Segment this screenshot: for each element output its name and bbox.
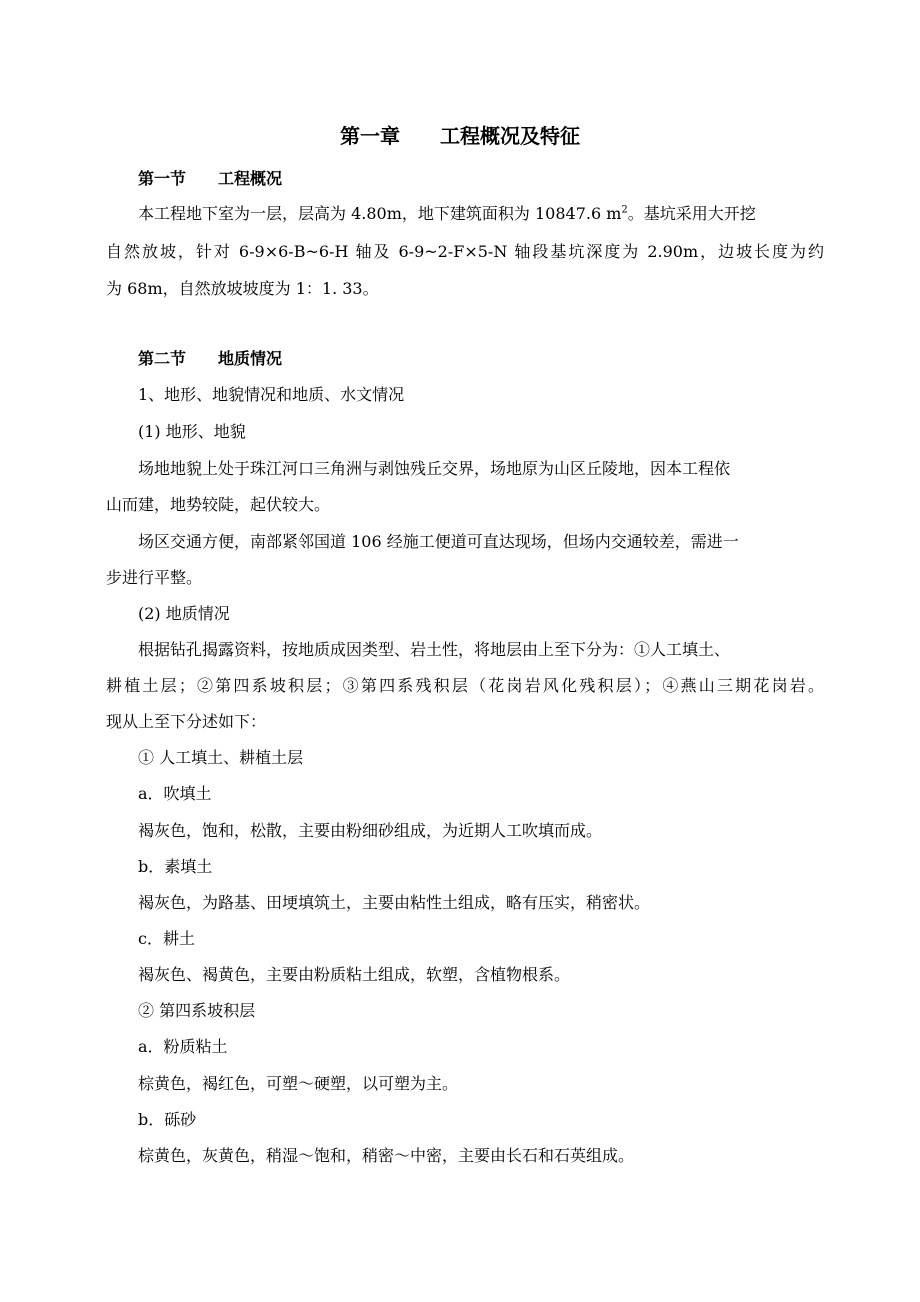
layer2-b-title: b．砾砂 (138, 1110, 197, 1129)
item1-title: 1、地形、地貌情况和地质、水文情况 (138, 385, 405, 404)
layer2-a-text: 棕黄色，褐红色，可塑～硬塑，以可塑为主。 (138, 1074, 459, 1093)
section1-para-line-2: 自然放坡，针对 6-9×6-B~6-H 轴及 6-9~2-F×5-N 轴段基坑深度为 2.90m，边坡长度为约 (106, 242, 824, 261)
layer2-b-text: 棕黄色，灰黄色，稍湿～饱和，稍密～中密，主要由长石和石英组成。 (138, 1146, 635, 1165)
section1-para-text-a: 本工程地下室为一层，层高为 4.80m，地下建筑面积为 10847.6 m (138, 204, 622, 223)
sub1-para1-line-1: 场地地貌上处于珠江河口三角洲与剥蚀残丘交界，场地原为山区丘陵地，因本工程依 (138, 459, 731, 478)
section1-para-line-1 (138, 203, 756, 225)
sub1-title: (1) 地形、地貌 (138, 422, 246, 441)
layer1-b-title: b．素填土 (138, 857, 213, 876)
sub2-para1-line-3: 现从上至下分述如下： (106, 712, 267, 731)
sub2-para1-line-2: 耕植土层；②第四系坡积层；③第四系残积层（花岗岩风化残积层）；④燕山三期花岗岩。 (106, 676, 824, 695)
section1-para-text-b: 。基坑采用大开挖 (627, 204, 756, 223)
sub1-para1-line-2: 山而建，地势较陡，起伏较大。 (106, 495, 331, 514)
section1-heading: 第一节 工程概况 (138, 169, 283, 188)
section2-heading: 第二节 地质情况 (138, 349, 283, 368)
sub2-title: (2) 地质情况 (138, 604, 230, 623)
layer1-title: ① 人工填土、耕植土层 (138, 748, 304, 767)
layer1-a-title: a．吹填土 (138, 784, 212, 803)
sub1-para2-line-2: 步进行平整。 (106, 568, 203, 587)
sub1-para2-line-1: 场区交通方便，南部紧邻国道 106 经施工便道可直达现场，但场内交通较差，需进一 (138, 532, 739, 551)
layer2-title: ② 第四系坡积层 (138, 1001, 256, 1020)
chapter-title: 第一章 工程概况及特征 (340, 124, 580, 148)
layer1-c-text: 褐灰色、褐黄色，主要由粉质粘土组成，软塑，含植物根系。 (138, 965, 571, 984)
section1-para-line-3: 为 68m，自然放坡坡度为 1：1. 33。 (106, 279, 379, 298)
layer1-c-title: c．耕土 (138, 929, 195, 948)
sub2-para1-line-1: 根据钻孔揭露资料，按地质成因类型、岩土性，将地层由上至下分为：①人工填土、 (138, 640, 731, 659)
layer1-b-text: 褐灰色，为路基、田埂填筑土，主要由粘性土组成，略有压实，稍密状。 (138, 893, 651, 912)
superscript-2: 2 (621, 204, 628, 216)
layer2-a-title: a．粉质粘土 (138, 1037, 228, 1056)
layer1-a-text: 褐灰色，饱和，松散，主要由粉细砂组成，为近期人工吹填而成。 (138, 821, 603, 840)
